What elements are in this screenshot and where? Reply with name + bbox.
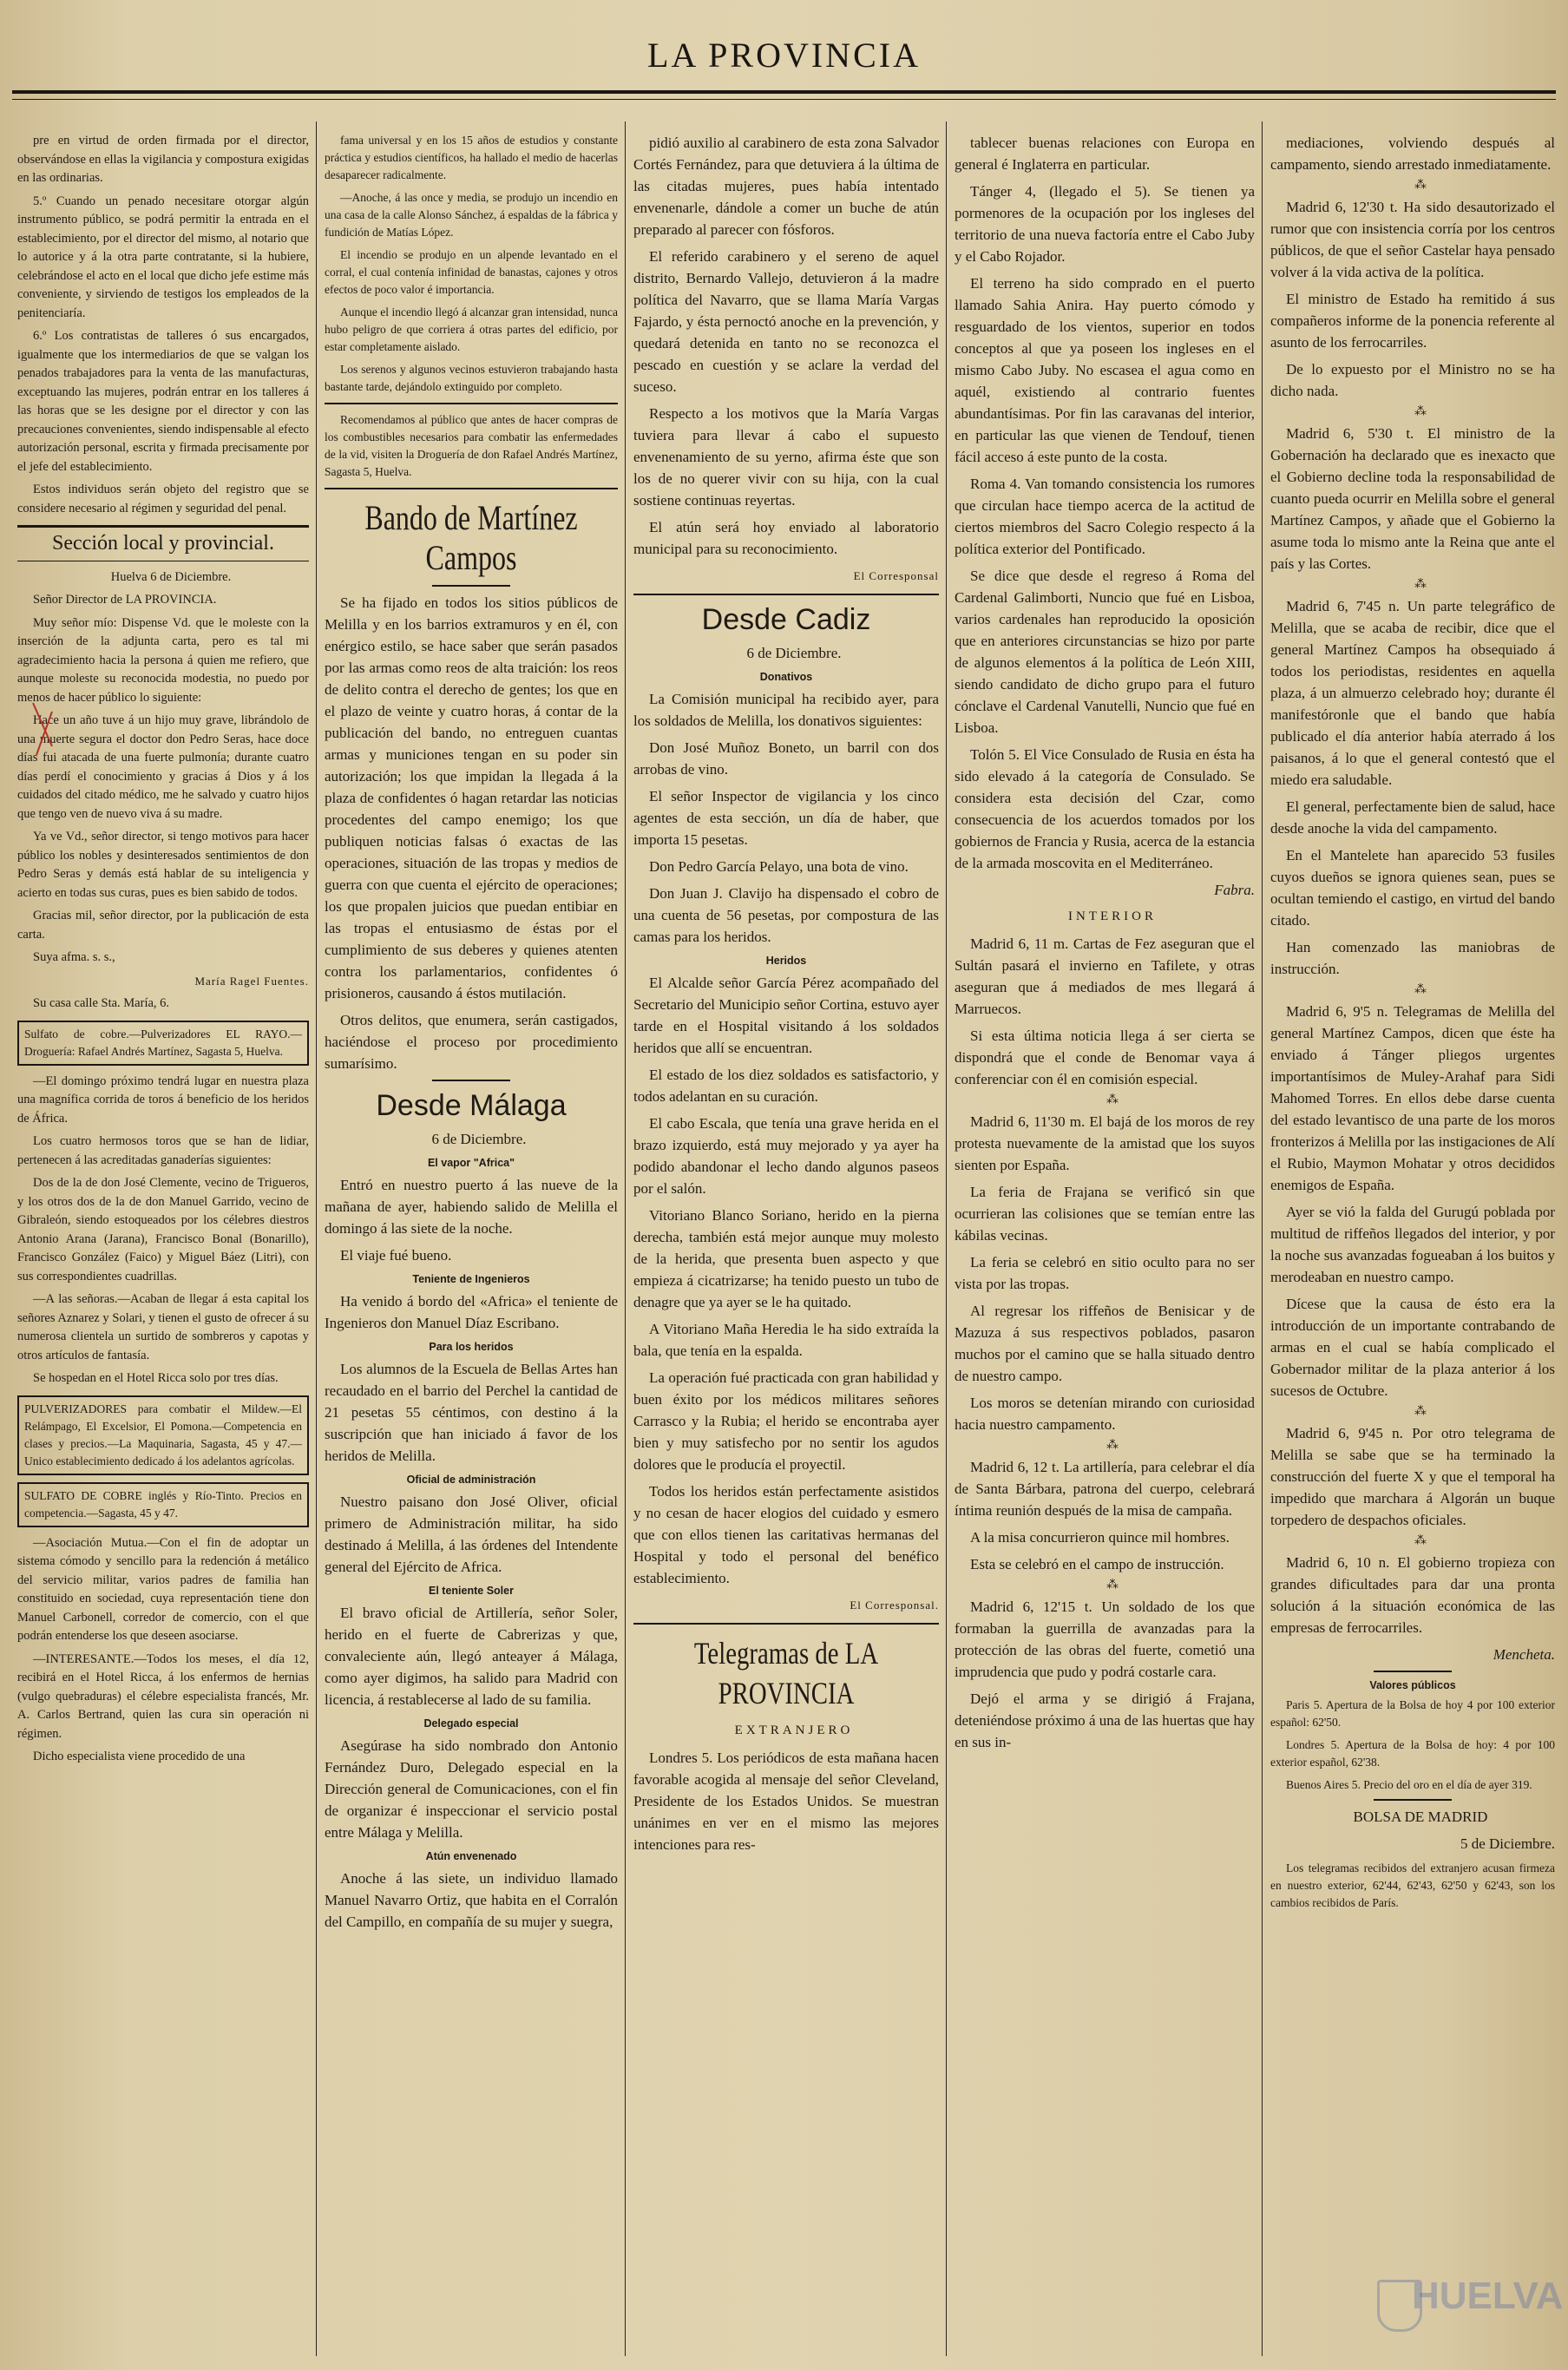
subheading: Valores públicos [1369,1679,1456,1691]
headline-cadiz: Desde Cadiz [701,603,871,636]
byline: Fabra. [1214,882,1255,898]
paragraph: Madrid 6, 5'30 t. El ministro de la Gobernación ha declarado que es inexacto que el Gobierno decline toda la responsabilidad de cuanto pueda ocurrir en Melilla sobre el general Martínez Campos, y añade que el Gobierno la asume toda lo mismo ante la Reina que ante el país y las Cortes. [1270,425,1555,572]
advertisement: PULVERIZADORES para combatir el Mildew.—El Relámpago, El Excelsior, El Pomona.—Competencia en clases y precios.—La Maquinaria, Sagasta, 45 y 47.—Unico establecimiento dedicado á los adelantos agrícolas. [17,1395,309,1475]
paragraph: Dicho especialista viene procedido de una [33,1750,246,1763]
paragraph: —Asociación Mutua.—Con el fin de adoptar un sistema cómodo y sencillo para la redención á metálico del servicio militar, varios padres de familia han constituido en sociedad, cuya representación tiene don Manuel Carbonell, corredor de comercio, con el que podrán entenderse los que deseen asociarse. [17,1535,309,1643]
paragraph: Madrid 6, 12'30 t. Ha sido desautorizado el rumor que con insistencia corría por los centros públicos, de que el señor Castelar haya pensado volver á la vida activa de la política. [1270,199,1555,280]
section-label: INTERIOR [1068,909,1157,923]
paragraph: Los serenos y algunos vecinos estuvieron trabajando hasta bastante tarde, dejándolo extinguido por completo. [325,363,618,393]
column-5 [1265,132,1560,2354]
library-stamp [1412,2275,1564,2344]
paragraph: Gracias mil, señor director, por la publicación de esta carta. [17,909,309,942]
subheading: BOLSA DE MADRID [1353,1809,1488,1825]
paragraph: El terreno ha sido comprado en el puerto llamado Sahia Anira. Hay puerto cómodo y resguardado de los vientos, superior en todos conceptos al que ya poseen los ingleses en el mismo Cabo Juby. No escasea el agua como en aquél, existiendo al contrario fuentes abundantísimas. Por fin las caravanas del interior, en particular las que vienen de Tendouf, tienen fácil acceso á este punto de la costa. [955,275,1255,465]
paragraph: El señor Inspector de vigilancia y los cinco agentes de esta sección, un día de haber, que importa 15 pesetas. [633,788,939,848]
divider [325,403,618,404]
section-label: EXTRANJERO [734,1723,854,1737]
subheading: Heridos [765,955,807,967]
paragraph: Buenos Aires 5. Precio del oro en el día de ayer 319. [1286,1778,1532,1791]
headline-telegramas: Telegramas de LA PROVINCIA [693,1636,879,1710]
masthead-rule [12,90,1556,100]
paragraph: Tánger 4, (llegado el 5). Se tienen ya pormenores de la ocupación por los ingleses del territorio de una nueva factoría entre el Cabo Juby y el Cabo Rojador. [955,183,1255,265]
divider [1374,1671,1452,1672]
column-1 [12,132,314,2354]
separator-stars: ⁂ [1106,1439,1119,1452]
paragraph: El incendio se produjo en un alpende levantado en el corral, el cual contenía infinidad de banastas, cajones y otros efectos de poco valor é importancia. [325,248,618,296]
paragraph: —A las señoras.—Acaban de llegar á esta capital los señores Aznarez y Solari, y tienen el gusto de ofrecer á su numerosa clientela un surtido de sombreros y capotas y otros artículos de fantasía. [17,1292,309,1362]
paragraph: Hace un año tuve á un hijo muy grave, librándolo de una muerte segura el doctor don Pedro Seras, hace doce días fui atacada de una fuerte pulmonía; durante cuatro días perdí el conocimiento y gracias á Dios y á los cuidados del citado médico, me he salvado y cuatro hijos que tengo ven de nuevo viva á su madre. [17,713,309,821]
paragraph: Don Juan J. Clavijo ha dispensado el cobro de una cuenta de 56 pesetas, por compostura de las camas para los heridos. [633,885,939,945]
paragraph: Otros delitos, que enumera, serán castigados, haciéndose el proceso por procedimiento sumarísimo. [325,1012,618,1072]
paragraph: Si esta última noticia llega á ser cierta se dispondrá que el conde de Benomar vaya á conferenciar con él en comisión especial. [955,1027,1255,1087]
paragraph: Los cuatro hermosos toros que se han de lidiar, pertenecen á las acreditadas ganaderías siguientes: [17,1134,309,1167]
headline-bando: Bando de Martínez Campos [364,498,578,577]
subheading: Donativos [759,671,813,683]
paragraph: Los alumnos de la Escuela de Bellas Artes han recaudado en el barrio del Perchel la cantidad de 21 pesetas 55 céntimos, con destino á la suscripción que han iniciado á favor de los heridos de Melilla. [325,1361,618,1464]
pencil-mark [26,694,61,764]
paragraph: Madrid 6, 9'45 n. Por otro telegrama de Melilla se sabe que se ha terminado la construcción del fuerte X y que el temporal ha impedido que marchara á Algorán un buque torpedero de despachos oficiales. [1270,1425,1555,1528]
divider [325,488,618,489]
subheading: El teniente Soler [429,1585,514,1597]
paragraph: Ha venido á bordo del «Africa» el teniente de Ingenieros don Manuel Díaz Escribano. [325,1293,618,1331]
paragraph: Se hospedan en el Hotel Ricca solo por tres días. [33,1371,279,1385]
separator-stars: ⁂ [1106,1579,1119,1592]
paragraph: El viaje fué bueno. [340,1247,452,1264]
paragraph: Vitoriano Blanco Soriano, herido en la pierna derecha, también está mejor aunque muy molesto de la herida, que presenta buen aspecto y que empieza á cicatrizarse; ha tenido puesto un tubo de denagre que ya ayer se le ha quitado. [633,1207,939,1310]
paragraph: Anoche á las siete, un individuo llamado Manuel Navarro Ortiz, que habita en el Corralón del Campillo, en compañía de su mujer y suegra, [325,1870,618,1930]
byline: El Corresponsal. [850,1599,939,1612]
headline-malaga: Desde Málaga [376,1089,567,1122]
shield-icon [1377,2280,1422,2332]
paragraph: Suya afma. s. s., [33,950,115,964]
paragraph: Esta se celebró en el campo de instrucción. [970,1556,1224,1572]
byline: Mencheta. [1493,1646,1555,1663]
section-title: Sección local y provincial. [17,525,309,561]
paragraph: Madrid 6, 9'5 n. Telegramas de Melilla del general Martínez Campos, dicen que éste ha enviado á Tánger pliegos urgentes importantísimos de Muley-Arahaf para Sidi Mahomed Torres. En ellos debe darse cuenta del estado levantisco de una parte de los moros fronterizos á Melilla por las instigaciones de Alí el Rubio, Maymon Mohatar y otros decididos enemigos de España. [1270,1003,1555,1193]
column-separator [316,121,317,2356]
divider [432,585,510,587]
paragraph: 5.º Cuando un penado necesitare otorgar algún instrumento público, se podrá permitir la entrada en el establecimiento, por el director del mismo, al notario que lo autorice y á la otra parte contratante, si la hubiere, celebrándose el acto en el local que dicho jefe estime más conveniente, y sirviendo de testigos los empleados de la penitenciaría. [17,194,309,320]
divider [1374,1799,1452,1801]
paragraph: El referido carabinero y el sereno de aquel distrito, Bernardo Vallejo, detuvieron á la madre política del Navarro, que se llama María Vargas Fajardo, y ésta pernoctó anoche en la prevención, y quedará detenida en tanto no se reconozca el pescado en cuestión y se aclare la verdad del suceso. [633,248,939,395]
paragraph: Madrid 6, 11 m. Cartas de Fez aseguran que el Sultán pasará el invierno en Tafilete, y otras aseguran que á mediados de mes llegará á Marruecos. [955,936,1255,1017]
paragraph: Se dice que desde el regreso á Roma del Cardenal Galimborti, Nuncio que fué en Lisboa, varios cardenales han reproducido la oposición que en anteriores circunstancias se hizo por parte de algunos elementos á la política de León XIII, siendo candidato de dicho grupo para el futuro cónclave el Cardenal Vanutelli, Nuncio que fué en Lisboa. [955,568,1255,736]
paragraph: El bravo oficial de Artillería, señor Soler, herido en el fuerte de Cabrerizas y que, convaleciente aún, llegó anteayer á Málaga, como ayer digimos, ha salido para Madrid con licencia, á restablecerse al lado de su familia. [325,1605,618,1708]
separator-stars: ⁂ [1414,1534,1427,1547]
paragraph: Al regresar los riffeños de Benisicar y de Mazuza á sus respectivos poblados, pasaron muchos por el camino que se halla situado dentro de nuestro campo. [955,1303,1255,1384]
paragraph: pre en virtud de orden firmada por el director, observándose en ellas la vigilancia y compostura exigidas en las ordinarias. [17,134,309,185]
separator-stars: ⁂ [1106,1093,1119,1106]
paragraph: Dícese que la causa de ésto era la introducción de un importante contrabando de armas en el cual se había complicado el Gobernador militar de la plaza anterior á los sucesos de Octubre. [1270,1296,1555,1399]
paragraph: Madrid 6, 10 n. El gobierno tropieza con grandes dificultades para dar una pronta solución á la situación económica de las empresas de ferrocarriles. [1270,1554,1555,1636]
separator-stars: ⁂ [1414,983,1427,996]
dateline: 5 de Diciembre. [1460,1835,1555,1852]
paragraph: Muy señor mío: Dispense Vd. que le moleste con la inserción de la adjunta carta, pero es tal mi agradecimiento hacia la persona á quien me refiero, que aunque moleste su reconocida modestia, no puedo por menos de hacer público lo siguiente: [17,615,309,705]
column-separator [1262,121,1263,2356]
paragraph: Todos los heridos están perfectamente asistidos y no cesan de hacer elogios del cuidado y esmero que con ellos tienen las caritativas hermanas del Hospital y todo el personal del benéfico establecimiento. [633,1483,939,1586]
paragraph: Paris 5. Apertura de la Bolsa de hoy 4 por 100 exterior español: 62'50. [1270,1698,1555,1729]
paragraph: A Vitoriano Maña Heredia le ha sido extraída la bala, que tenía en la espalda. [633,1321,939,1359]
divider [633,594,939,595]
separator-stars: ⁂ [1414,179,1427,192]
column-separator [946,121,947,2356]
paragraph: De lo expuesto por el Ministro no se ha dicho nada. [1270,361,1555,399]
paragraph: 6.º Los contratistas de talleres ó sus encargados, igualmente que los intermediarios de que se valgan los penados trabajadores para la venta de las manufacturas, exceptuando las mujeres, podrán entrar en los talleres á las horas que se les designe por el director y con las precauciones convenientes, siendo indispensable al efecto autorización personal, escrita y firmada precisamente por el jefe del establecimiento. [17,329,309,474]
paragraph: Londres 5. Los periódicos de esta mañana hacen favorable acogida al mensaje del señor Cleveland, Presidente de los Estados Unidos. Se muestran unánimes en ver en el mismo las mejores intenciones para res- [633,1750,939,1853]
paragraph: El atún será hoy enviado al laboratorio municipal para su reconocimiento. [633,519,939,557]
paragraph: La Comisión municipal ha recibido ayer, para los soldados de Melilla, los donativos siguientes: [633,691,939,729]
paragraph: mediaciones, volviendo después al campamento, siendo arrestado inmediatamente. [1270,135,1555,173]
paragraph: El estado de los diez soldados es satisfactorio, y todos adelantan en su curación. [633,1067,939,1105]
paragraph: —INTERESANTE.—Todos los meses, el día 12, recibirá en el Hotel Ricca, á los enfermos de hernias (vulgo quebraduras) el célebre especialista francés, Mr. A. Carlos Bertrand, quien las cura sin operación ni régimen. [17,1651,309,1741]
paragraph: Dos de la de don José Clemente, vecino de Trigueros, y los otros dos de la de don Manuel Garrido, vecino de Gibraleón, siendo estoqueados por los célebres diestros Antonio Arana (Jarana), Francisco Bonal (Bonarillo), Francisco González (Faico) y Miguel Báez (Litri), con sus correspondientes cuadrillas. [17,1176,309,1283]
subheading: Teniente de Ingenieros [412,1273,530,1285]
paragraph: Los telegramas recibidos del extranjero acusan firmeza en nuestro exterior, 62'44, 62'43, 62'50 y 62'43, son los cambios recibidos de París. [1270,1861,1555,1909]
paragraph: Madrid 6, 7'45 n. Un parte telegráfico de Melilla, que se acaba de recibir, dice que el general Martínez Campos ha obsequiado á todos los periodistas, residentes en aquella plaza, á un almuerzo celebrado hoy; durante él manifestóronle que el bando que había publicado el día anterior había aterrado á los paisanos, á lo que el general contestó que el miedo era saludable. [1270,598,1555,788]
paragraph: fama universal y en los 15 años de estudios y constante práctica y estudios científicos, ha hallado el medio de hacerlas desaparecer radicalmente. [325,134,618,181]
paragraph: pidió auxilio al carabinero de esta zona Salvador Cortés Fernández, para que detuviera á la última de las citadas mujeres, pues había intentado envenenarle, dándole a comer un buche de atún preparado al parecer con fósforos. [633,135,939,238]
paragraph: Tolón 5. El Vice Consulado de Rusia en ésta ha sido elevado á la categoría de Consulado. Se considera esta decisión del Czar, como consecuencia de los acuerdos tomados por los gobiernos de Francia y Rusia, acerca de la estancia de la armada moscovita en el Mediterráneo. [955,746,1255,871]
byline: El Corresponsal [853,569,939,582]
paragraph: La operación fué practicada con gran habilidad y buen éxito por los médicos militares señores Carrasco y la Rubia; el herido se encontraba ayer bien y muy satisfecho por no sentir los agudos dolores que le producía el proyectil. [633,1369,939,1473]
dateline: 6 de Diciembre. [746,645,842,661]
paragraph: El general, perfectamente bien de salud, hace desde anoche la vida del campamento. [1270,798,1555,837]
watermark-text: HUELVA [1412,2275,1564,2317]
dateline: 6 de Diciembre. [431,1131,527,1147]
paragraph: Aunque el incendio llegó á alcanzar gran intensidad, nunca hubo peligro de que corriera á otras partes del edificio, por estar completamente aislado. [325,305,618,353]
column-separator [625,121,626,2356]
paragraph: Don Pedro García Pelayo, una bota de vino. [649,858,909,875]
column-3 [628,132,944,2354]
address: Su casa calle Sta. María, 6. [33,996,170,1010]
separator-stars: ⁂ [1414,405,1427,418]
paragraph: Han comenzado las maniobras de instrucción. [1270,939,1555,977]
paragraph: Madrid 6, 12 t. La artillería, para celebrar el día de Santa Bárbara, patrona del cuerpo, celebrará íntima reunión después de la misa de campaña. [955,1459,1255,1519]
signature: María Ragel Fuentes. [194,974,309,988]
paragraph: A la misa concurrieron quince mil hombres. [970,1529,1230,1546]
divider [432,1080,510,1081]
paragraph: La feria de Frajana se verificó sin que ocurrieran las colisiones que se temían entre las kábilas vecinas. [955,1184,1255,1244]
paragraph: —El domingo próximo tendrá lugar en nuestra plaza una magnífica corrida de toros á beneficio de los heridos de África. [17,1073,309,1126]
paragraph: Madrid 6, 12'15 t. Un soldado de los que formaban la guerrilla de avanzadas para la protección de las obras del fuerte, cometió una imprudencia que pudo y podrá costarle cara. [955,1599,1255,1680]
separator-stars: ⁂ [1414,578,1427,591]
subheading: Delegado especial [423,1717,519,1730]
paragraph: El cabo Escala, que tenía una grave herida en el brazo izquierdo, está muy mejorado y ya ayer ha podido abandonar el lecho dando algunos paseos por el salón. [633,1115,939,1197]
paragraph: La feria se celebró en sitio oculto para no ser vista por las tropas. [955,1254,1255,1292]
advertisement: Sulfato de cobre.—Pulverizadores EL RAYO.—Droguería: Rafael Andrés Martínez, Sagasta 5, Huelva. [17,1021,309,1066]
paragraph: Londres 5. Apertura de la Bolsa de hoy: 4 por 100 exterior español, 62'38. [1270,1738,1555,1769]
dateline: Huelva 6 de Diciembre. [110,569,232,584]
paragraph: Entró en nuestro puerto á las nueve de la mañana de ayer, habiendo salido de Melilla el domingo á las siete de la noche. [325,1177,618,1237]
paragraph: En el Mantelete han aparecido 53 fusiles cuyos dueños se ignora quienes sean, pues se ocultan temiendo el castigo, en virtud del bando citado. [1270,847,1555,929]
salutation: Señor Director de LA PROVINCIA. [33,593,217,607]
paragraph: tablecer buenas relaciones con Europa en general é Inglaterra en particular. [955,135,1255,173]
paragraph: Don José Muñoz Boneto, un barril con dos arrobas de vino. [633,739,939,778]
paragraph: El ministro de Estado ha remitido á sus compañeros informe de la ponencia referente al asunto de los ferrocarriles. [1270,291,1555,351]
subheading: Oficial de administración [406,1474,536,1486]
subheading: El vapor "Africa" [427,1157,515,1169]
masthead: LA PROVINCIA [647,36,921,75]
paragraph: Nuestro paisano don José Oliver, oficial primero de Administración militar, ha sido destinado á Melilla, á las órdenes del Intendente general del Ejército de Africa. [325,1494,618,1575]
column-4 [949,132,1260,2354]
paragraph: Asegúrase ha sido nombrado don Antonio Fernández Duro, Delegado especial en la Dirección general de Comunicaciones, con el fin de organizar é inspeccionar el servicio postal entre Málaga y Melilla. [325,1737,618,1841]
paragraph: Los moros se detenían mirando con curiosidad hacia nuestro campamento. [955,1395,1255,1433]
paragraph: El Alcalde señor García Pérez acompañado del Secretario del Municipio señor Cortina, estuvo ayer tarde en el Hospital visitando á los soldados heridos que allí se encuentran. [633,975,939,1056]
paragraph: Se ha fijado en todos los sitios públicos de Melilla y en los barrios extramuros y en él, con enérgico estilo, se hace saber que serán pasados por las armas como reos de alta traición: los reos de delito contra el derecho de gentes; los que en el plazo de veinte y cuatro horas, á contar de la publicación del bando, no entreguen cuantas armas y municiones tengan en su poder sin autorización; los que impidan la llegada á la plaza de confidentes ó hagan retardar las noticias procedentes del campo enemigo; los que publiquen noticias falsas ó exactas de las operaciones, situación de las tropas y medios de guerra con que cuenta el ejército de operaciones; los que propalen juicios que puedan entibiar en las tropas el entusiasmo de éstas por el cumplimiento de sus deberes y quienes atenten contra los parlamentarios, confidentes ó prisioneros, causando á éstos mutilación. [325,594,618,1001]
advertisement: Recomendamos al público que antes de hacer compras de los combustibles necesarios para combatir las enfermedades de la vid, visiten la Droguería de don Rafael Andrés Martínez, Sagasta 5, Huelva. [325,413,618,478]
paragraph: Ayer se vió la falda del Gurugú poblada por multitud de riffeños llegados del interior, y por la noche sus avanzadas fogueaban á los buitos y merodeaban en nuestro campo. [1270,1204,1555,1285]
paragraph: —Anoche, á las once y media, se produjo un incendio en una casa de la calle Alonso Sánchez, á espaldas de la fábrica y fundición de Matías López. [325,191,618,239]
paragraph: Roma 4. Van tomando consistencia los rumores que circulan hace tiempo acerca de la actitud de ciertos miembros del Sacro Colegio respecto á la política exterior del Pontificado. [955,476,1255,557]
paragraph: Ya ve Vd., señor director, si tengo motivos para hacer público los nobles y desinteresados sentimientos de don Pedro Seras y demás está hablar de su inteligencia y acierto en todas sus curas, pues es bien sabido de todos. [17,830,309,900]
paragraph: Madrid 6, 11'30 m. El bajá de los moros de rey protesta nuevamente de la amistad que los suyos sienten por España. [955,1113,1255,1173]
column-2 [319,132,623,2354]
subheading: Atún envenenado [425,1850,517,1862]
paragraph: Estos individuos serán objeto del registro que se considere necesario al régimen y seguridad del penal. [17,483,309,515]
paragraph: Respecto a los motivos que la María Vargas tuviera para llevar á cabo el supuesto envenenamiento de su yerno, afirma éste que son los de no querer vivir con su hija, con la cual sostiene continuas reyertas. [633,405,939,509]
paragraph: Dejó el arma y se dirigió á Frajana, deteniéndose próximo á una de las huertas que hay en sus in- [955,1691,1255,1750]
separator-stars: ⁂ [1414,1405,1427,1418]
subheading: Para los heridos [429,1341,514,1353]
advertisement: SULFATO DE COBRE inglés y Río-Tinto. Precios en competencia.—Sagasta, 45 y 47. [17,1482,309,1527]
divider [633,1623,939,1625]
